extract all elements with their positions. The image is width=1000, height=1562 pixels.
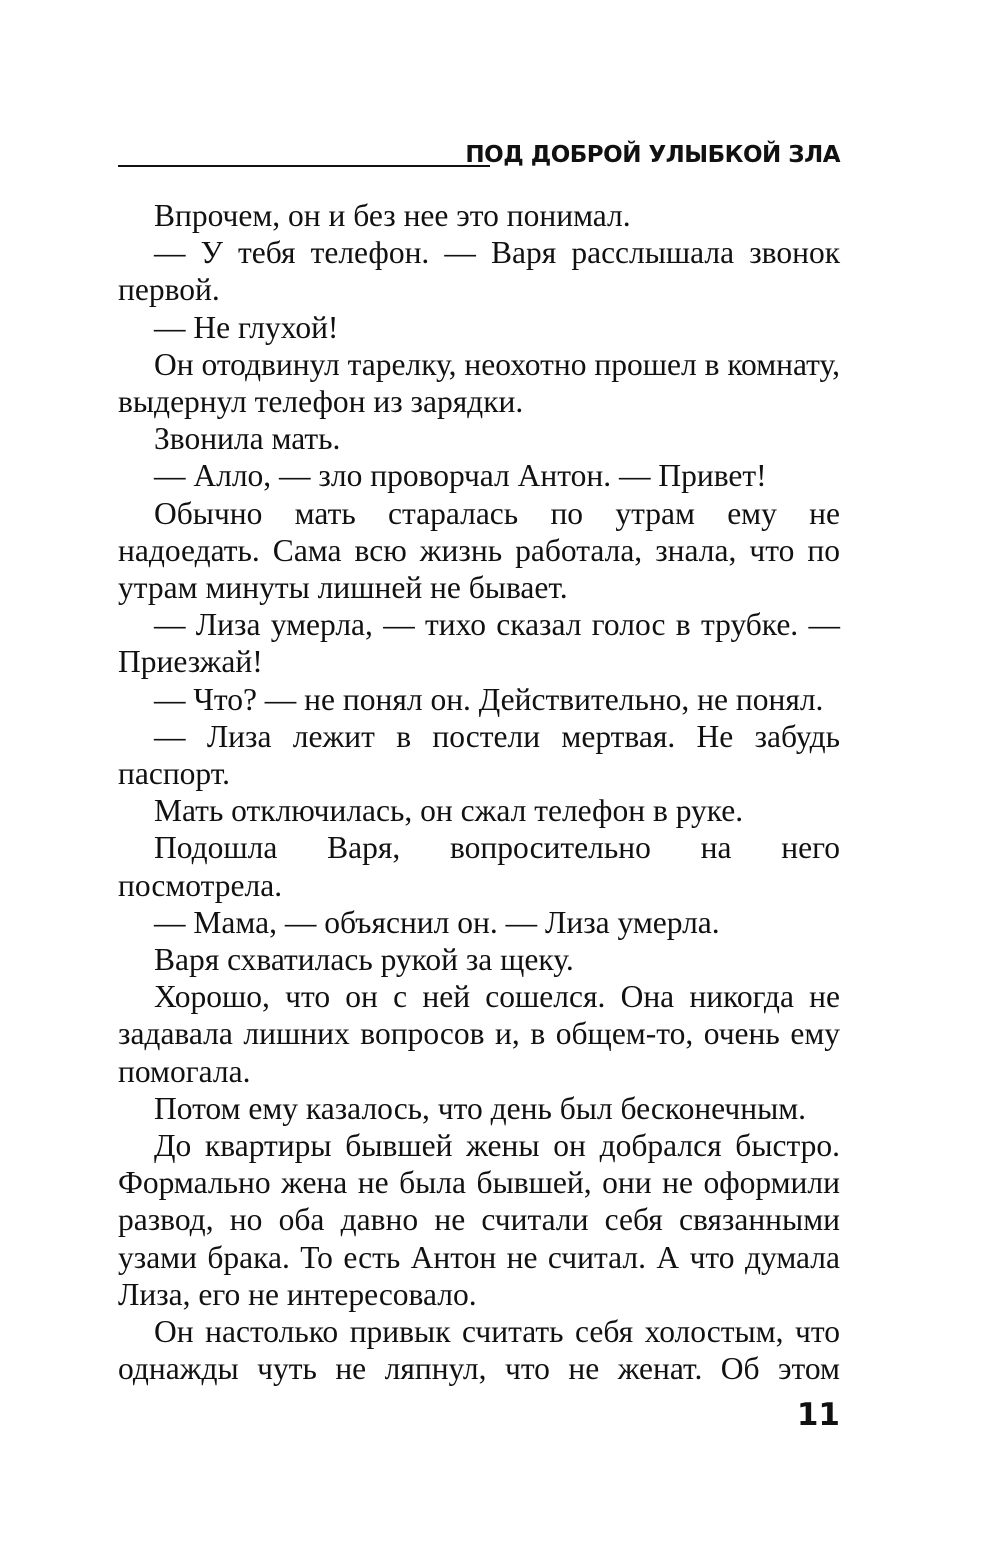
paragraph: Он отодвинул тарелку, неохотно прошел в комнату, выдернул телефон из зарядки. bbox=[118, 346, 840, 420]
header-rule bbox=[118, 165, 490, 167]
paragraph: Обычно мать старалась по утрам ему не надоедать. Сама всю жизнь работала, знала, что по утрам минуты лишней не бывает. bbox=[118, 495, 840, 606]
running-head bbox=[118, 140, 840, 174]
page-number: 11 bbox=[796, 1397, 840, 1433]
paragraph: Подошла Варя, вопросительно на него посмотрела. bbox=[118, 830, 840, 903]
paragraph: Впрочем, он и без нее это понимал. bbox=[154, 198, 631, 233]
paragraph: Звонила мать. bbox=[154, 421, 341, 457]
paragraph: — У тебя телефон. — Варя расслышала звонок первой. bbox=[118, 235, 840, 308]
paragraph: Он настолько привык считать себя холостым, что однажды чуть не ляпнул, что не женат. Об этом bbox=[118, 1314, 840, 1387]
paragraph: Мать отключилась, он сжал телефон в руке. bbox=[154, 793, 744, 829]
book-title-header: ПОД ДОБРОЙ УЛЫБКОЙ ЗЛА bbox=[465, 142, 840, 168]
paragraph: Потом ему казалось, что день был бесконечным. bbox=[154, 1090, 807, 1126]
paragraph: — Лиза умерла, — тихо сказал голос в трубке. — Приезжай! bbox=[118, 607, 840, 680]
paragraph: — Лиза лежит в постели мертвая. Не забудь паспорт. bbox=[118, 718, 840, 792]
paragraph: Хорошо, что он с ней сошелся. Она никогда не задавала лишних вопросов и, в общем-то, очень ему помогала. bbox=[118, 979, 840, 1089]
paragraph: — Мама, — объяснил он. — Лиза умерла. bbox=[154, 904, 720, 940]
paragraph: — Не глухой! bbox=[154, 309, 339, 345]
paragraph: — Что? — не понял он. Действительно, не понял. bbox=[154, 681, 824, 717]
paragraph: Варя схватилась рукой за щеку. bbox=[154, 942, 574, 978]
body-text bbox=[118, 197, 840, 1388]
paragraph: До квартиры бывшей жены он добрался быстро. Формально жена не была бывшей, они не оформили развод, но оба давно не считали себя связанными узами брака. То есть Антон не считал. А что думала Лиза, его не интересовало. bbox=[118, 1128, 840, 1312]
paragraph: — Алло, — зло проворчал Антон. — Привет! bbox=[154, 458, 767, 494]
